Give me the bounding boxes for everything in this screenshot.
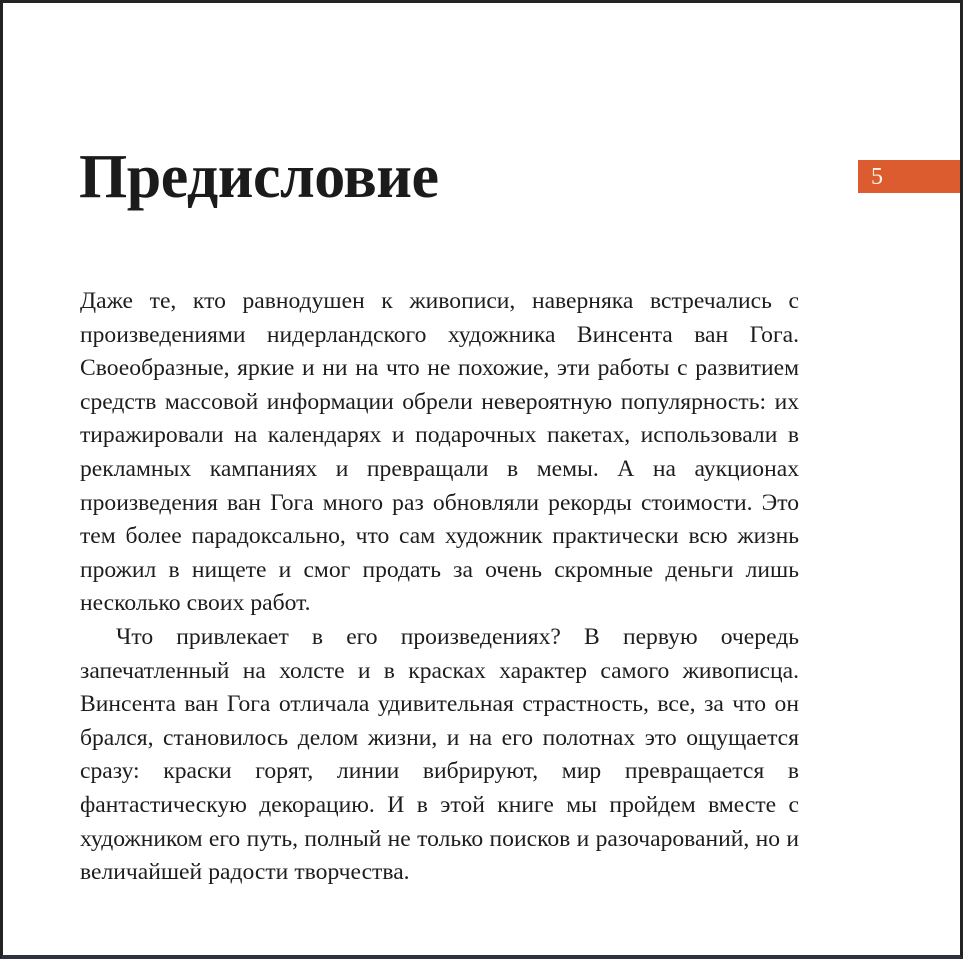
page-number-badge — [858, 160, 963, 193]
body-paragraph: Даже те, кто равнодушен к живописи, наверняка встречались с произведениями нидерландского художника Винсента ван Гога. Своеобразные, яркие и ни на что не похожие, эти работы с развитием средств массовой информации обрели невероятную популярность: их тиражировали на календарях и подарочных пакетах, использовали в рекламных кампаниях и превращали в мемы. А на аукционах произведения ван Гога много раз обновляли рекорды стоимости. Это тем более парадоксально, что сам художник практически всю жизнь прожил в нищете и смог продать за очень скромные деньги лишь несколько своих работ. — [80, 288, 799, 617]
page-number-value: 5 — [871, 163, 884, 190]
page-title: Предисловие — [79, 143, 439, 211]
body-paragraph: Что привлекает в его произведениях? В первую очередь запечатленный на холсте и в красках характер самого живописца. Винсента ван Гога отличала удивительная страстность, все, за что он брался, становилось делом жизни, и на его полотнах это ощущается сразу: краски горят, линии вибрируют, мир превращается в фантастическую декорацию. И в этой книге мы пройдем вместе с художником его путь, полный не только поисков и разочарований, но и величайшей радости творчества. — [80, 623, 799, 886]
body-text-column — [80, 285, 799, 890]
